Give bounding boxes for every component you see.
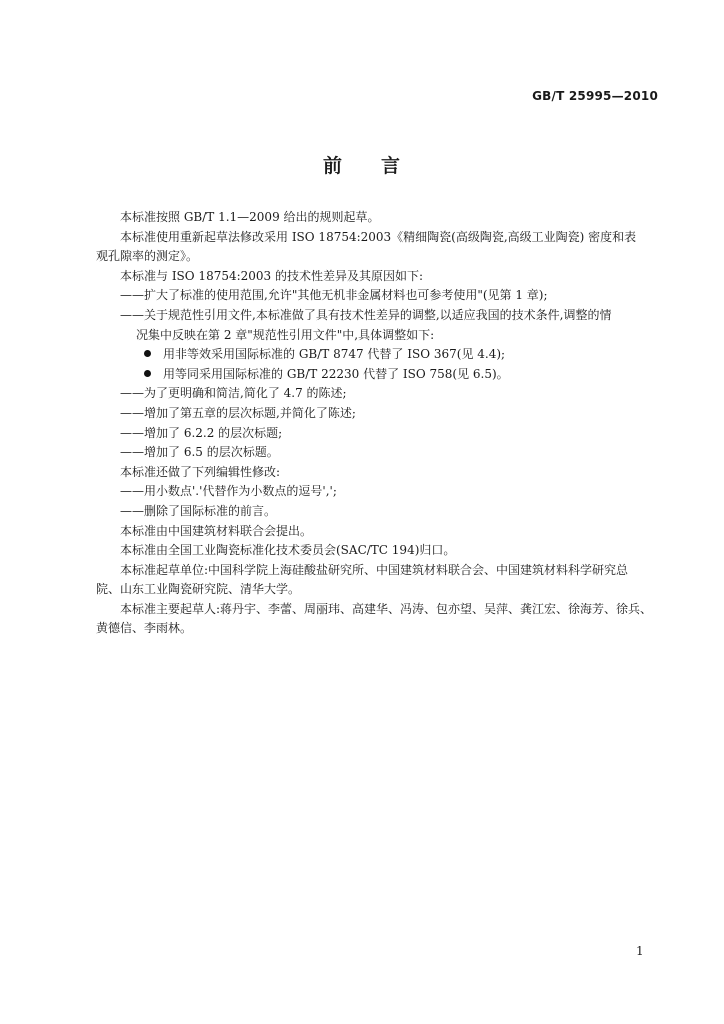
paragraph-drafting-units-line-1: 本标准起草单位:中国科学院上海硅酸盐研究所、中国建筑材料联合会、中国建筑材料科学研究总	[120, 562, 629, 577]
foreword-body	[96, 208, 660, 639]
page-title	[0, 151, 724, 178]
list-item-6-5: ——增加了 6.5 的层次标题。	[120, 445, 279, 460]
paragraph-editorial-changes: 本标准还做了下列编辑性修改:	[120, 464, 281, 479]
paragraph-drafters-line-2: 黄德信、李雨林。	[96, 621, 193, 636]
bullet-item-gbt8747	[96, 345, 660, 365]
page-number: 1	[636, 944, 644, 958]
list-item-chapter-5: ——增加了第五章的层次标题,并简化了陈述;	[120, 405, 356, 420]
bullet-icon	[144, 370, 151, 377]
list-item-decimal-point: ——用小数点'.'代替作为小数点的逗号',';	[120, 484, 337, 499]
title-char-1: 前	[322, 155, 343, 177]
bullet-icon	[144, 350, 151, 357]
standard-code: GB/T 25995—2010	[532, 89, 658, 103]
list-item-remove-foreword: ——删除了国际标准的前言。	[120, 503, 277, 518]
bullet-text: 用非等效采用国际标准的 GB/T 8747 代替了 ISO 367(见 4.4);	[163, 347, 506, 362]
paragraph-proposed-by: 本标准由中国建筑材料联合会提出。	[120, 523, 313, 538]
title-char-2: 言	[381, 155, 402, 177]
list-item-scope: ——扩大了标准的使用范围,允许"其他无机非金属材料也可参考使用"(见第 1 章);	[120, 288, 548, 303]
paragraph-drafting-rules: 本标准按照 GB/T 1.1—2009 给出的规则起草。	[120, 210, 380, 224]
list-item-6-2-2: ——增加了 6.2.2 的层次标题;	[120, 425, 283, 440]
paragraph-managed-by: 本标准由全国工业陶瓷标准化技术委员会(SAC/TC 194)归口。	[120, 543, 456, 558]
bullet-text: 用等同采用国际标准的 GB/T 22230 代替了 ISO 758(见 6.5)。	[163, 366, 509, 381]
bullet-item-gbt22230	[96, 365, 660, 385]
paragraph-drafting-units-line-2: 院、山东工业陶瓷研究院、清华大学。	[96, 582, 301, 597]
list-item-references-line-1: ——关于规范性引用文件,本标准做了具有技术性差异的调整,以适应我国的技术条件,调整的情	[120, 307, 612, 322]
paragraph-technical-differences: 本标准与 ISO 18754:2003 的技术性差异及其原因如下:	[120, 268, 424, 283]
paragraph-drafters-line-1: 本标准主要起草人:蒋丹宇、李蕾、周丽玮、高建华、冯涛、包亦望、吴萍、龚江宏、徐海芳、徐兵、	[120, 601, 653, 616]
list-item-simplify-4-7: ——为了更明确和简洁,简化了 4.7 的陈述;	[120, 386, 347, 401]
paragraph-adoption-line-2: 观孔隙率的测定》。	[96, 249, 199, 264]
list-item-references-line-2: 况集中反映在第 2 章"规范性引用文件"中,具体调整如下:	[136, 327, 435, 342]
paragraph-adoption-line-1: 本标准使用重新起草法修改采用 ISO 18754:2003《精细陶瓷(高级陶瓷,高级工业陶瓷) 密度和表	[120, 229, 637, 244]
